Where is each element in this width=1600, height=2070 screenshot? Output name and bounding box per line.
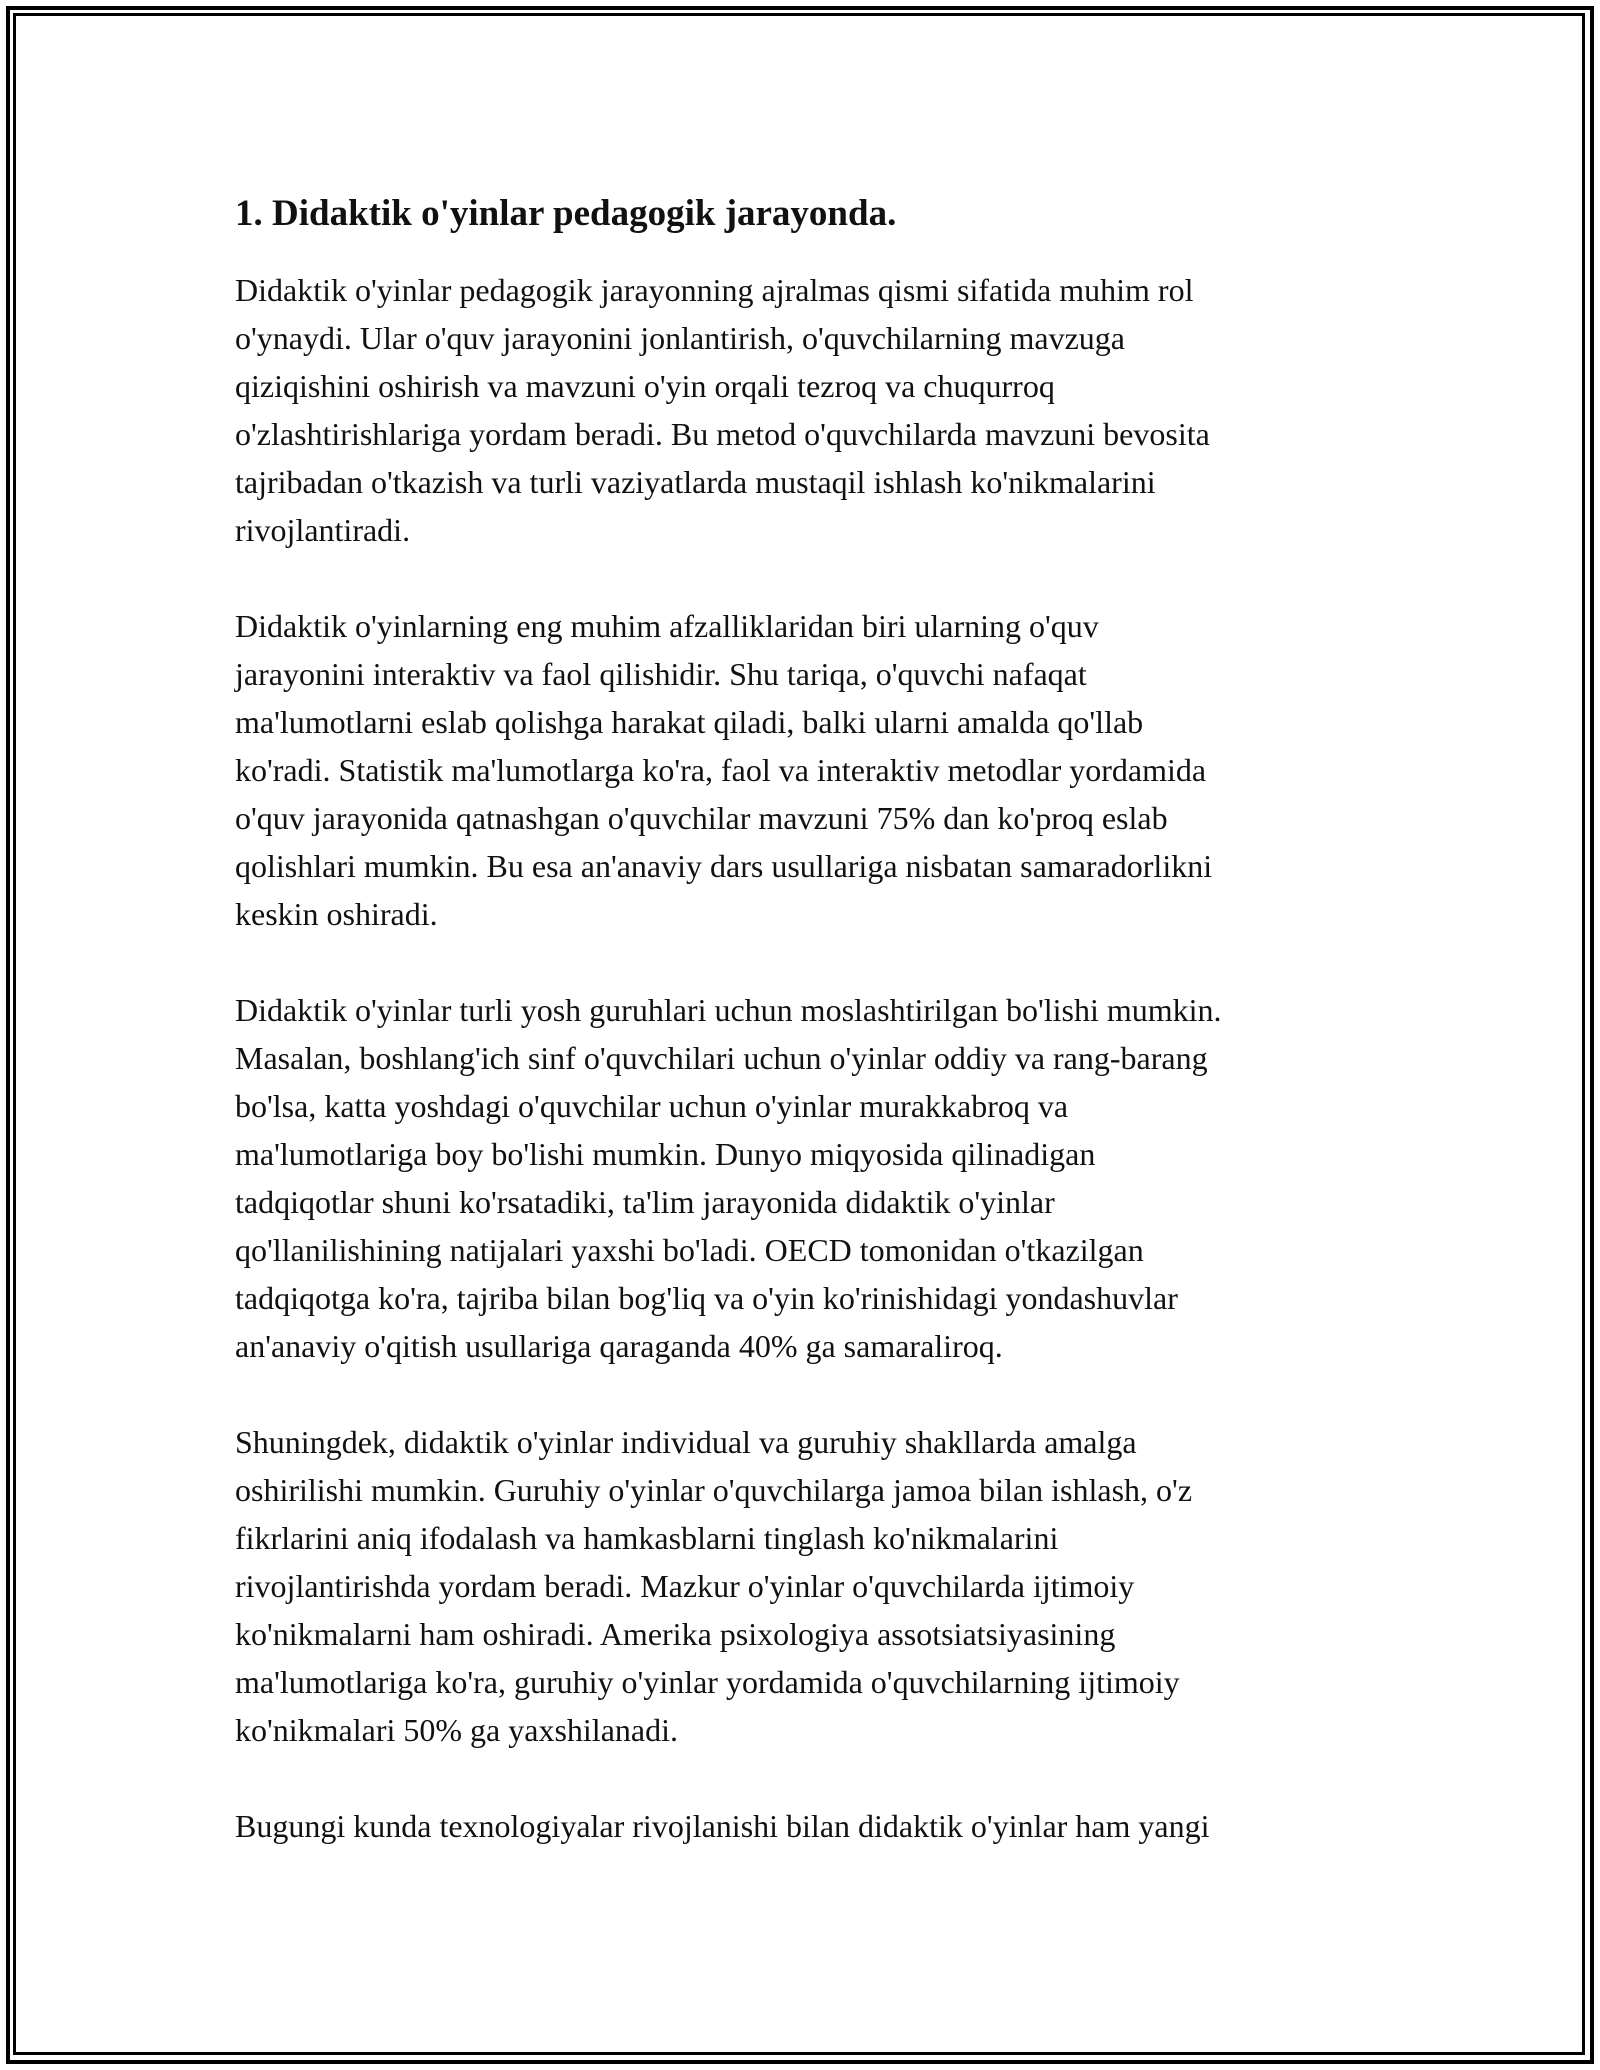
document-body [235,186,1375,1898]
paragraph-4: Shuningdek, didaktik o'yinlar individual va guruhiy shakllarda amalga oshirilishi mumkin. Guruhiy o'yinlar o'quvchilarga jamoa bilan ishlash, o'z fikrlarini aniq ifodalash va hamkasblarni tinglash ko'nikmalarini rivojlantirishda yordam beradi. Mazkur o'yinlar o'quvchilarda ijtimoiy ko'nikmalarni ham oshiradi. Amerika psixologiya assotsiatsiyasining ma'lumotlariga ko'ra, guruhiy o'yinlar yordamida o'quvchilarning ijtimoiy ko'nikmalari 50% ga yaxshilanadi. [235,1424,1193,1748]
paragraph-2: Didaktik o'yinlarning eng muhim afzalliklaridan biri ularning o'quv jarayonini interaktiv va faol qilishidir. Shu tariqa, o'quvchi nafaqat ma'lumotlarni eslab qolishga harakat qiladi, balki ularni amalda qo'llab ko'radi. Statistik ma'lumotlarga ko'ra, faol va interaktiv metodlar yordamida o'quv jarayonida qatnashgan o'quvchilar mavzuni 75% dan ko'proq eslab qolishlari mumkin. Bu esa an'anaviy dars usullariga nisbatan samaradorlikni keskin oshiradi. [235,608,1213,932]
paragraph-5: Bugungi kunda texnologiyalar rivojlanishi bilan didaktik o'yinlar ham yangi [235,1808,1210,1844]
paragraph-3: Didaktik o'yinlar turli yosh guruhlari uchun moslashtirilgan bo'lishi mumkin. Masalan, boshlang'ich sinf o'quvchilari uchun o'yinlar oddiy va rang-barang bo'lsa, katta yoshdagi o'quvchilar uchun o'yinlar murakkabroq va ma'lumotlariga boy bo'lishi mumkin. Dunyo miqyosida qilinadigan tadqiqotlar shuni ko'rsatadiki, ta'lim jarayonida didaktik o'yinlar qo'llanilishining natijalari yaxshi bo'ladi. OECD tomonidan o'tkazilgan tadqiqotga ko'ra, tajriba bilan bog'liq va o'yin ko'rinishidagi yondashuvlar an'anaviy o'qitish usullariga qaraganda 40% ga samaraliroq. [235,992,1222,1364]
section-heading: 1. Didaktik o'yinlar pedagogik jarayonda. [235,193,897,234]
paragraph-1: Didaktik o'yinlar pedagogik jarayonning ajralmas qismi sifatida muhim rol o'ynaydi. Ular o'quv jarayonini jonlantirish, o'quvchilarning mavzuga qiziqishini oshirish va mavzuni o'yin orqali tezroq va chuqurroq o'zlashtirishlariga yordam beradi. Bu metod o'quvchilarda mavzuni bevosita tajribadan o'tkazish va turli vaziyatlarda mustaqil ishlash ko'nikmalarini rivojlantiradi. [235,272,1210,548]
